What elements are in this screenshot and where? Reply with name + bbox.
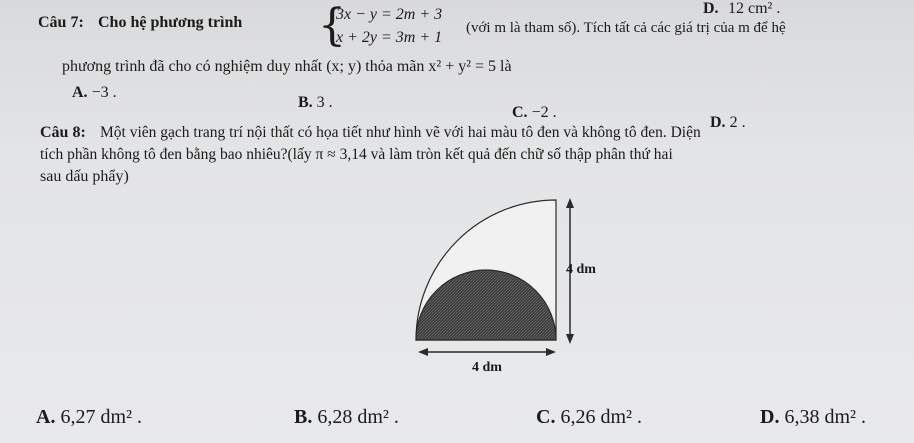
q8-label: Câu 8: (40, 124, 86, 141)
q7-option-a: A. −3 . (72, 84, 117, 101)
equation-system (318, 0, 478, 51)
q7-intro: Cho hệ phương trình (98, 14, 243, 31)
tile-figure (380, 192, 610, 382)
brace-symbol: { (318, 0, 346, 51)
q8-line2: tích phần không tô đen bằng bao nhiêu?(lấy π ≈ 3,14 và làm tròn kết quả đến chữ số thập phân thứ hai (40, 146, 673, 163)
q7-option-d: D. 2 . (710, 114, 746, 131)
equation-2: x + 2y = 3m + 1 (336, 29, 443, 46)
q8-option-d: D. 6,38 dm² . (760, 406, 867, 428)
q7-line2: phương trình đã cho có nghiệm duy nhất (x; y) thỏa mãn x² + y² = 5 là (62, 58, 512, 75)
q8-line1: Một viên gạch trang trí nội thất có họa tiết như hình vẽ với hai màu tô đen và không tô đen. Diện (100, 124, 701, 141)
q8-option-b: B. 6,28 dm² . (294, 406, 399, 428)
prev-d-label: D. (703, 0, 719, 17)
q8-option-a: A. 6,27 dm² . (36, 406, 143, 428)
equation-1: 3x − y = 2m + 3 (336, 6, 443, 23)
width-label: 4 dm (472, 360, 502, 375)
height-label: 4 dm (566, 262, 596, 277)
q7-label: Câu 7: (38, 14, 84, 31)
q7-after: (với m là tham số). Tích tất cả các giá trị của m để hệ (466, 20, 786, 36)
prev-d-value: 12 cm² . (728, 0, 781, 17)
q8-line3: sau dấu phẩy) (40, 168, 129, 185)
q7-option-c: C. −2 . (512, 104, 557, 121)
q7-option-b: B. 3 . (298, 94, 333, 111)
q8-option-c: C. 6,26 dm² . (536, 406, 643, 428)
